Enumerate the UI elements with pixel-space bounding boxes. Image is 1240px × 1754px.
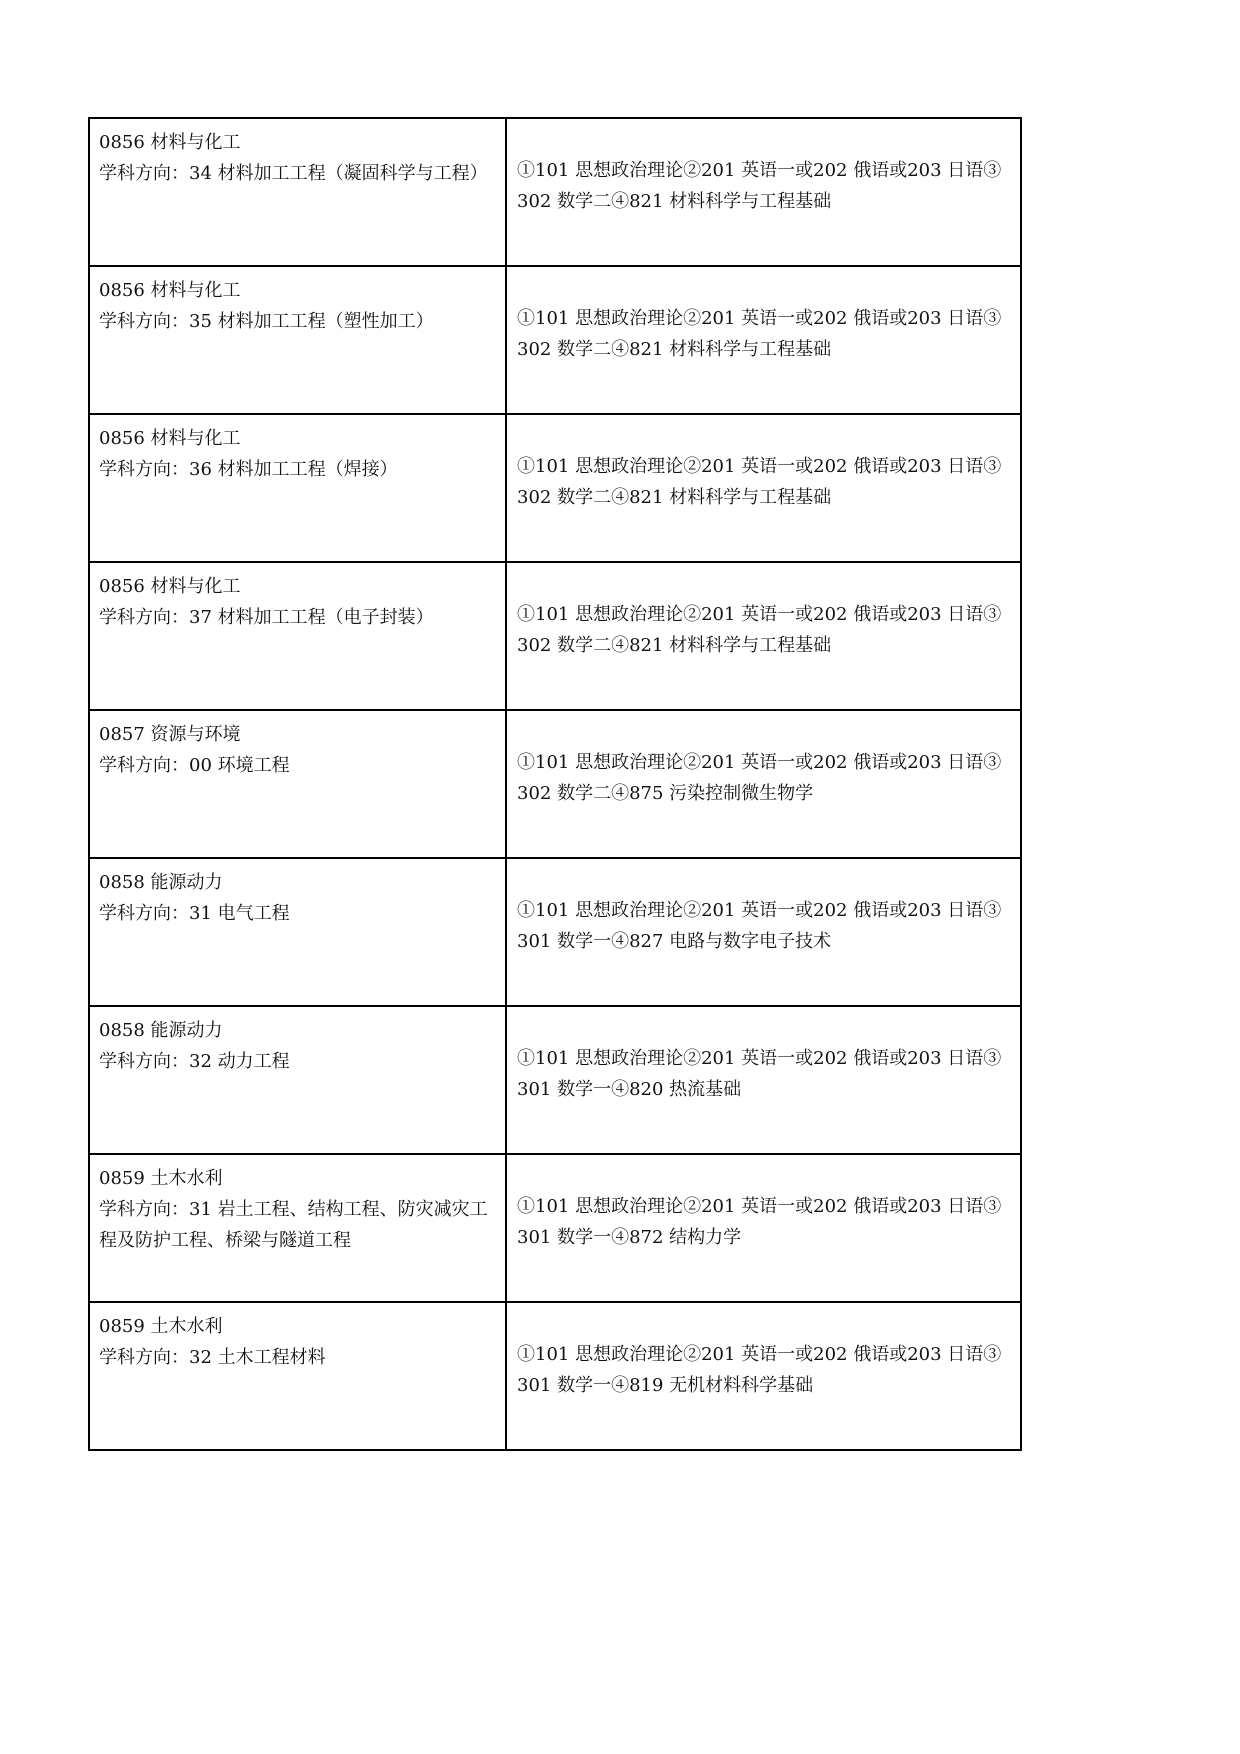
subject-direction: 学科方向：00 环境工程 <box>99 755 290 776</box>
exam-subjects-cell <box>506 1302 1021 1450</box>
exam-subjects-cell <box>506 266 1021 414</box>
exam-subjects-line: ①101 思想政治理论②201 英语一或202 俄语或203 日语③ <box>517 1196 1002 1217</box>
table-row <box>89 414 1021 562</box>
major-cell <box>89 562 506 710</box>
exam-subjects-cell <box>506 1006 1021 1154</box>
exam-subjects-table <box>88 117 1022 1451</box>
major-name: 0856 材料与化工 <box>99 280 241 301</box>
exam-subjects-line: ①101 思想政治理论②201 英语一或202 俄语或203 日语③ <box>517 752 1002 773</box>
subject-direction: 学科方向：31 岩土工程、结构工程、防灾减灾工程及防护工程、桥梁与隧道工程 <box>99 1199 488 1251</box>
major-cell <box>89 710 506 858</box>
major-cell <box>89 1006 506 1154</box>
major-name: 0856 材料与化工 <box>99 576 241 597</box>
exam-subjects-cell <box>506 562 1021 710</box>
major-cell <box>89 1154 506 1302</box>
table-row <box>89 858 1021 1006</box>
exam-subjects-line: 301 数学一④827 电路与数字电子技术 <box>517 931 832 952</box>
exam-subjects-line: 301 数学一④820 热流基础 <box>517 1079 742 1100</box>
major-cell <box>89 414 506 562</box>
exam-subjects-line: 302 数学二④821 材料科学与工程基础 <box>517 635 832 656</box>
major-cell <box>89 118 506 266</box>
exam-subjects-line: 302 数学二④821 材料科学与工程基础 <box>517 339 832 360</box>
table-row <box>89 266 1021 414</box>
major-name: 0858 能源动力 <box>99 1020 223 1041</box>
exam-subjects-line: 301 数学一④819 无机材料科学基础 <box>517 1375 814 1396</box>
subject-direction: 学科方向：31 电气工程 <box>99 903 290 924</box>
exam-subjects-line: ①101 思想政治理论②201 英语一或202 俄语或203 日语③ <box>517 604 1002 625</box>
major-cell <box>89 858 506 1006</box>
major-name: 0859 土木水利 <box>99 1168 223 1189</box>
exam-subjects-line: 302 数学二④821 材料科学与工程基础 <box>517 487 832 508</box>
exam-subjects-line: ①101 思想政治理论②201 英语一或202 俄语或203 日语③ <box>517 456 1002 477</box>
subject-direction: 学科方向：32 土木工程材料 <box>99 1347 326 1368</box>
exam-subjects-cell <box>506 858 1021 1006</box>
exam-subjects-line: 302 数学二④821 材料科学与工程基础 <box>517 191 832 212</box>
subject-direction: 学科方向：34 材料加工工程（凝固科学与工程） <box>99 163 488 184</box>
table-row <box>89 710 1021 858</box>
table-row <box>89 118 1021 266</box>
exam-subjects-line: ①101 思想政治理论②201 英语一或202 俄语或203 日语③ <box>517 900 1002 921</box>
exam-subjects-line: ①101 思想政治理论②201 英语一或202 俄语或203 日语③ <box>517 308 1002 329</box>
major-cell <box>89 1302 506 1450</box>
exam-subjects-line: 302 数学二④875 污染控制微生物学 <box>517 783 814 804</box>
major-name: 0857 资源与环境 <box>99 724 241 745</box>
table-row <box>89 1154 1021 1302</box>
table-row <box>89 1006 1021 1154</box>
table-row <box>89 562 1021 710</box>
subject-direction: 学科方向：32 动力工程 <box>99 1051 290 1072</box>
major-name: 0856 材料与化工 <box>99 132 241 153</box>
exam-subjects-cell <box>506 1154 1021 1302</box>
exam-subjects-line: ①101 思想政治理论②201 英语一或202 俄语或203 日语③ <box>517 1048 1002 1069</box>
major-cell <box>89 266 506 414</box>
exam-subjects-line: ①101 思想政治理论②201 英语一或202 俄语或203 日语③ <box>517 1344 1002 1365</box>
subject-direction: 学科方向：35 材料加工工程（塑性加工） <box>99 311 434 332</box>
major-name: 0858 能源动力 <box>99 872 223 893</box>
exam-subjects-line: ①101 思想政治理论②201 英语一或202 俄语或203 日语③ <box>517 160 1002 181</box>
exam-subjects-line: 301 数学一④872 结构力学 <box>517 1227 742 1248</box>
exam-subjects-cell <box>506 710 1021 858</box>
exam-subjects-cell <box>506 118 1021 266</box>
major-name: 0856 材料与化工 <box>99 428 241 449</box>
major-name: 0859 土木水利 <box>99 1316 223 1337</box>
subject-direction: 学科方向：36 材料加工工程（焊接） <box>99 459 398 480</box>
exam-subjects-cell <box>506 414 1021 562</box>
subject-direction: 学科方向：37 材料加工工程（电子封装） <box>99 607 434 628</box>
table-row <box>89 1302 1021 1450</box>
